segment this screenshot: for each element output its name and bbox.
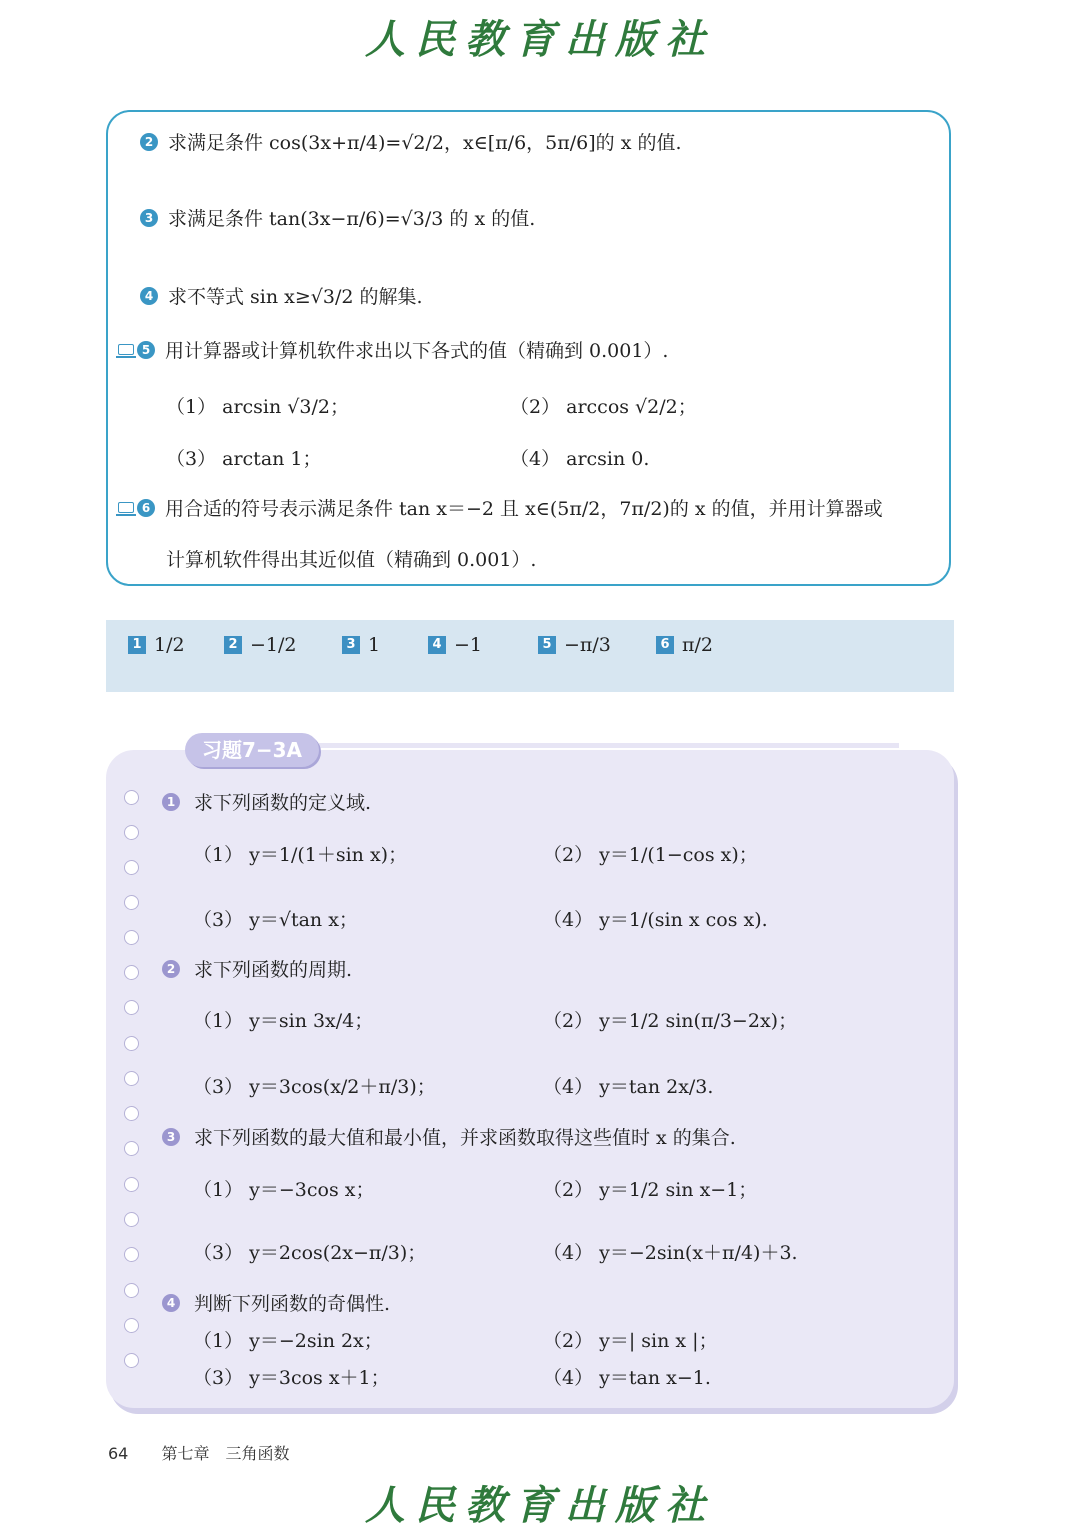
question-5-item-1: （1） arcsin √3/2； xyxy=(166,396,349,418)
chapter-title: 第七章 三角函数 xyxy=(161,1444,290,1463)
problem-2 xyxy=(162,955,352,982)
problem-4-item-2: （2） y＝| sin x |； xyxy=(543,1330,718,1352)
problem-3 xyxy=(162,1123,736,1150)
problem-1-item-3: （3） y＝√tan x； xyxy=(193,909,358,931)
problem-text: 求下列函数的最大值和最小值，并求函数取得这些值时 x 的集合. xyxy=(194,1127,736,1149)
problem-text: 判断下列函数的奇偶性. xyxy=(194,1293,391,1315)
answer-number: 1 xyxy=(128,636,146,654)
question-6 xyxy=(118,494,883,521)
problem-text: 求下列函数的周期. xyxy=(194,959,353,981)
binder-hole xyxy=(124,930,139,945)
question-text: 用计算器或计算机软件求出以下各式的值（精确到 0.001）. xyxy=(165,340,669,362)
answer-item xyxy=(342,634,380,656)
question-text: 求满足条件 tan(3x−π/6)=√3/3 的 x 的值. xyxy=(168,208,536,230)
answer-number: 6 xyxy=(656,636,674,654)
question-6-line-2: 计算机软件得出其近似值（精确到 0.001）. xyxy=(166,549,537,571)
question-number: 5 xyxy=(137,341,155,359)
question-5-item-3: （3） arctan 1； xyxy=(166,448,322,470)
answer-number: 3 xyxy=(342,636,360,654)
answer-value: −1/2 xyxy=(250,634,297,656)
problem-number: 3 xyxy=(162,1128,180,1146)
problem-4 xyxy=(162,1289,390,1316)
title-underline xyxy=(319,743,899,748)
binder-hole xyxy=(124,1353,139,1368)
binder-hole xyxy=(124,1283,139,1298)
problem-1-item-1: （1） y＝1/(1＋sin x)； xyxy=(193,844,408,866)
answer-item xyxy=(538,634,611,656)
question-number: 2 xyxy=(140,133,158,151)
answer-item xyxy=(656,634,713,656)
binder-hole xyxy=(124,1071,139,1086)
exercise-title: 习题7−3A xyxy=(185,733,319,767)
problem-1 xyxy=(162,788,371,815)
problem-3-item-2: （2） y＝1/2 sin x−1； xyxy=(543,1179,758,1201)
problem-text: 求下列函数的定义域. xyxy=(194,792,372,814)
computer-icon xyxy=(118,344,134,355)
question-text: 求不等式 sin x≥√3/2 的解集. xyxy=(168,286,423,308)
binder-hole xyxy=(124,790,139,805)
problem-number: 1 xyxy=(162,793,180,811)
answer-number: 2 xyxy=(224,636,242,654)
problem-4-item-1: （1） y＝−2sin 2x； xyxy=(193,1330,383,1352)
binder-hole xyxy=(124,1212,139,1227)
binder-hole xyxy=(124,1177,139,1192)
problem-2-item-2: （2） y＝1/2 sin(π/3−2x)； xyxy=(543,1010,798,1032)
question-4 xyxy=(140,282,423,309)
page-number: 64 xyxy=(108,1444,129,1463)
problem-3-item-3: （3） y＝2cos(2x−π/3)； xyxy=(193,1242,427,1264)
problem-4-item-3: （3） y＝3cos x＋1； xyxy=(193,1367,390,1389)
problem-1-item-2: （2） y＝1/(1−cos x)； xyxy=(543,844,758,866)
binder-hole xyxy=(124,895,139,910)
question-number: 4 xyxy=(140,287,158,305)
problem-number: 2 xyxy=(162,960,180,978)
question-number: 6 xyxy=(137,499,155,517)
binder-hole xyxy=(124,860,139,875)
binder-hole xyxy=(124,825,139,840)
answer-number: 5 xyxy=(538,636,556,654)
binder-hole xyxy=(124,1000,139,1015)
page-footer xyxy=(108,1441,289,1464)
answer-number: 4 xyxy=(428,636,446,654)
problem-2-item-1: （1） y＝sin 3x/4； xyxy=(193,1010,374,1032)
question-5-item-4: （4） arcsin 0. xyxy=(510,448,650,470)
publisher-footer: 人民教育出版社 xyxy=(365,1482,715,1529)
binder-hole xyxy=(124,1141,139,1156)
question-5 xyxy=(118,336,668,363)
binder-hole xyxy=(124,1106,139,1121)
answer-item xyxy=(428,634,482,656)
computer-icon xyxy=(118,502,134,513)
question-5-item-2: （2） arccos √2/2； xyxy=(510,396,697,418)
answer-item xyxy=(224,634,297,656)
problem-1-item-4: （4） y＝1/(sin x cos x). xyxy=(543,909,768,931)
question-number: 3 xyxy=(140,209,158,227)
answer-value: π/2 xyxy=(682,634,713,656)
answer-value: 1 xyxy=(368,634,381,656)
problem-2-item-3: （3） y＝3cos(x/2＋π/3)； xyxy=(193,1076,436,1098)
answer-value: −1 xyxy=(454,634,483,656)
problem-4-item-4: （4） y＝tan x−1. xyxy=(543,1367,711,1389)
problem-3-item-4: （4） y＝−2sin(x＋π/4)＋3. xyxy=(543,1242,798,1264)
answer-value: −π/3 xyxy=(564,634,611,656)
problem-number: 4 xyxy=(162,1294,180,1312)
question-3 xyxy=(140,204,535,231)
binder-hole xyxy=(124,1247,139,1262)
answer-value: 1/2 xyxy=(154,634,185,656)
binder-hole xyxy=(124,1036,139,1051)
answer-bar xyxy=(106,620,954,692)
binder-hole xyxy=(124,965,139,980)
question-2 xyxy=(140,128,681,155)
binder-hole xyxy=(124,1318,139,1333)
question-text: 求满足条件 cos(3x+π/4)=√2/2，x∈[π/6，5π/6]的 x 的值. xyxy=(168,132,682,154)
publisher-header: 人民教育出版社 xyxy=(365,16,715,63)
problem-3-item-1: （1） y＝−3cos x； xyxy=(193,1179,375,1201)
answer-item xyxy=(128,634,185,656)
question-text: 用合适的符号表示满足条件 tan x＝−2 且 x∈(5π/2，7π/2)的 x 的值，并用计算器或 xyxy=(165,498,883,520)
problem-2-item-4: （4） y＝tan 2x/3. xyxy=(543,1076,714,1098)
